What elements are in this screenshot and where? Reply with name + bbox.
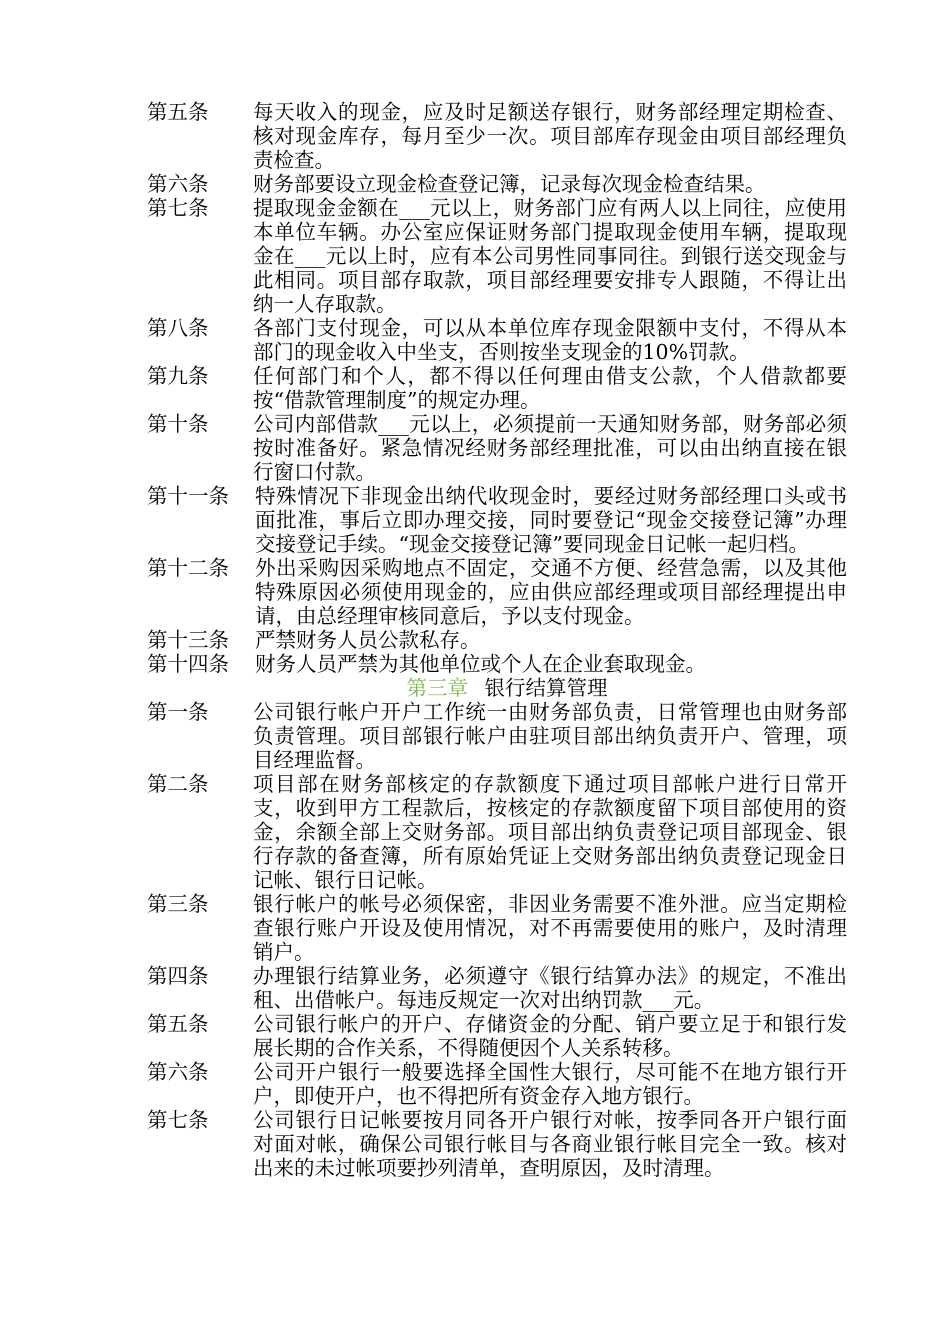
document-body: [147, 100, 847, 1180]
article: [147, 700, 847, 772]
article: [147, 364, 847, 412]
article-text: 公司开户银行一般要选择全国性大银行，尽可能不在地方银行开户，即使开户，也不得把所有资金存入地方银行。: [253, 1060, 847, 1108]
article-number: 第二条: [147, 772, 209, 796]
article-number: 第十二条: [147, 556, 229, 580]
article-number: 第九条: [147, 364, 209, 388]
article-number: 第五条: [147, 100, 209, 124]
article: [147, 172, 847, 196]
article: [147, 1060, 847, 1108]
article-text: 外出采购因采购地点不固定，交通不方便、经营急需，以及其他特殊原因必须使用现金的，应由供应部经理或项目部经理提出申请，由总经理审核同意后，予以支付现金。: [255, 556, 847, 628]
article-number: 第三条: [147, 892, 209, 916]
chapter-heading: [147, 676, 847, 700]
chapter-title: 银行结算管理: [484, 676, 608, 700]
article: [147, 100, 847, 172]
article: [147, 628, 847, 652]
article-number: 第六条: [147, 1060, 209, 1084]
article-text: 财务人员严禁为其他单位或个人在企业套取现金。: [255, 652, 706, 676]
article-text: 项目部在财务部核定的存款额度下通过项目部帐户进行日常开支，收到甲方工程款后，按核定的存款额度留下项目部使用的资金，余额全部上交财务部。项目部出纳负责登记项目部现金、银行存款的备查簿，所有原始凭证上交财务部出纳负责登记现金日记帐、银行日记帐。: [253, 772, 847, 892]
article-text: 公司银行日记帐要按月同各开户银行对帐，按季同各开户银行面对面对帐，确保公司银行帐目与各商业银行帐目完全一致。核对出来的未过帐项要抄列清单，查明原因，及时清理。: [253, 1108, 847, 1180]
article-number: 第五条: [147, 1012, 209, 1036]
article-text: 办理银行结算业务，必须遵守《银行结算办法》的规定，不准出租、出借帐户。每违反规定一次对出纳罚款___元。: [253, 964, 847, 1012]
article-text: 提取现金金额在___元以上，财务部门应有两人以上同往，应使用本单位车辆。办公室应保证财务部门提取现金使用车辆，提取现金在___元以上时，应有本公司男性同事同往。到银行送交现金与此相同。项目部存取款，项目部经理要安排专人跟随，不得让出纳一人存取款。: [253, 196, 847, 316]
article-text: 银行帐户的帐号必须保密，非因业务需要不准外泄。应当定期检查银行账户开设及使用情况，对不再需要使用的账户，及时清理销户。: [253, 892, 847, 964]
article: [147, 316, 847, 364]
article: [147, 892, 847, 964]
article-number: 第一条: [147, 700, 209, 724]
article: [147, 1012, 847, 1060]
article: [147, 772, 847, 892]
article-text: 公司银行帐户的开户、存储资金的分配、销户要立足于和银行发展长期的合作关系，不得随便因个人关系转移。: [253, 1012, 847, 1060]
article: [147, 556, 847, 628]
section-cash-articles: [147, 100, 847, 676]
article: [147, 1108, 847, 1180]
article: [147, 412, 847, 484]
section-bank-articles: [147, 700, 847, 1180]
article-number: 第八条: [147, 316, 209, 340]
article-text: 特殊情况下非现金出纳代收现金时，要经过财务部经理口头或书面批准，事后立即办理交接，同时要登记“现金交接登记簿”办理交接登记手续。“现金交接登记簿”要同现金日记帐一起归档。: [255, 484, 847, 556]
article-text: 公司内部借款___元以上，必须提前一天通知财务部，财务部必须按时准备好。紧急情况经财务部经理批准，可以由出纳直接在银行窗口付款。: [253, 412, 847, 484]
article-number: 第十三条: [147, 628, 229, 652]
article-number: 第七条: [147, 196, 209, 220]
article: [147, 652, 847, 676]
article: [147, 964, 847, 1012]
article-text: 各部门支付现金，可以从本单位库存现金限额中支付，不得从本部门的现金收入中坐支，否则按坐支现金的10%罚款。: [253, 316, 847, 364]
article-number: 第七条: [147, 1108, 209, 1132]
article-text: 严禁财务人员公款私存。: [255, 628, 481, 652]
article: [147, 196, 847, 316]
article-number: 第十四条: [147, 652, 229, 676]
article-number: 第六条: [147, 172, 209, 196]
chapter-number: 第三章: [406, 676, 468, 700]
article-number: 第十条: [147, 412, 209, 436]
article-text: 公司银行帐户开户工作统一由财务部负责，日常管理也由财务部负责管理。项目部银行帐户由驻项目部出纳负责开户、管理，项目经理监督。: [253, 700, 847, 772]
article-text: 财务部要设立现金检查登记簿，记录每次现金检查结果。: [253, 172, 766, 196]
article-number: 第四条: [147, 964, 209, 988]
article-number: 第十一条: [147, 484, 229, 508]
article-text: 任何部门和个人，都不得以任何理由借支公款，个人借款都要按“借款管理制度”的规定办理。: [253, 364, 847, 412]
article: [147, 484, 847, 556]
article-text: 每天收入的现金，应及时足额送存银行，财务部经理定期检查、核对现金库存，每月至少一次。项目部库存现金由项目部经理负责检查。: [253, 100, 847, 172]
